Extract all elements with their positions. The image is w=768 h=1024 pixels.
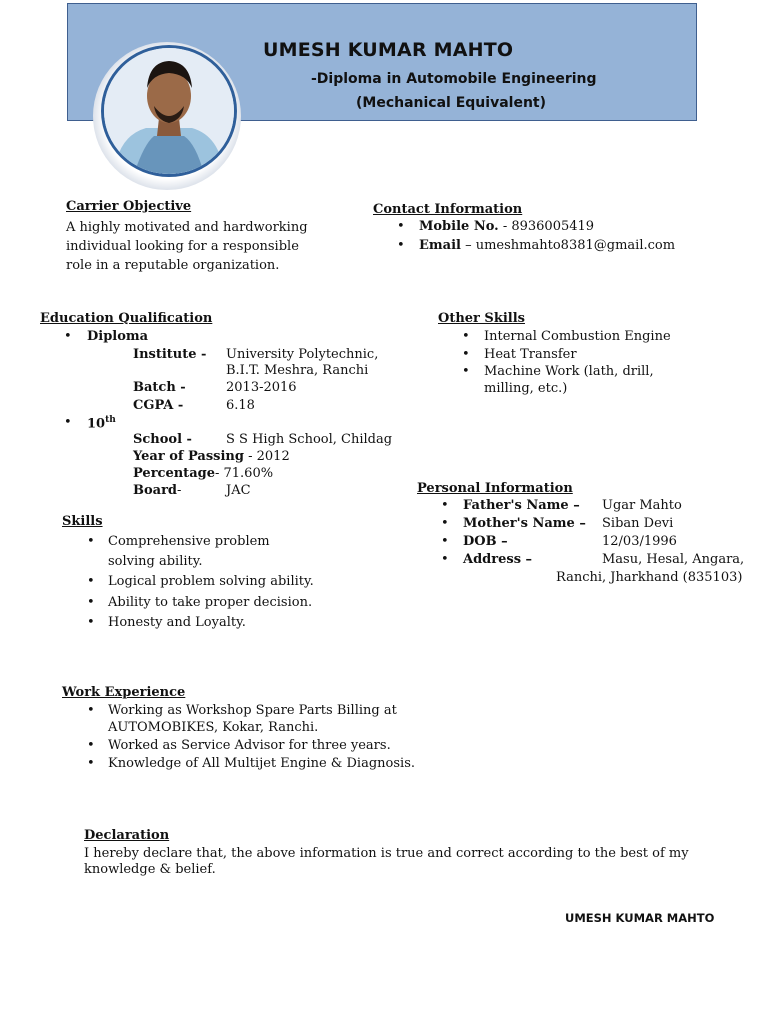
contact-email <box>419 238 675 253</box>
skill-item: Ability to take proper decision. <box>108 595 313 610</box>
education-heading: Education Qualification <box>40 311 213 326</box>
bullet-icon: • <box>441 498 449 513</box>
institute-value-2: B.I.T. Meshra, Ranchi <box>226 363 369 378</box>
objective-line: A highly motivated and hardworking <box>66 220 308 235</box>
label-dash: – <box>574 516 586 531</box>
avatar <box>101 45 237 177</box>
other-skill-item-cont: milling, etc.) <box>484 381 568 396</box>
dob-label <box>463 534 508 549</box>
bullet-icon: • <box>87 703 95 718</box>
signature-name: UMESH KUMAR MAHTO <box>565 911 715 925</box>
bullet-icon: • <box>64 415 72 430</box>
label-dash: – <box>496 534 508 549</box>
mobile-label: Mobile No. <box>419 219 499 234</box>
objective-heading: Carrier Objective <box>66 199 192 214</box>
father-label-text: Father's Name <box>463 498 569 513</box>
passing-year <box>133 449 290 464</box>
school-label: School - <box>133 432 192 447</box>
avatar-portrait-icon <box>104 48 234 174</box>
mother-value: Siban Devi <box>602 516 674 531</box>
work-item: Knowledge of All Multijet Engine & Diagnosis. <box>108 756 415 771</box>
percentage-value: - 71.60% <box>214 466 274 481</box>
mother-label <box>463 516 586 531</box>
institute-label: Institute - <box>133 347 207 362</box>
tenth-title-sup: th <box>105 415 116 425</box>
mother-label-text: Mother's Name <box>463 516 575 531</box>
work-item: Worked as Service Advisor for three years. <box>108 738 391 753</box>
email-value: – umeshmahto8381@gmail.com <box>460 238 676 253</box>
institute-value: University Polytechnic, <box>226 347 379 362</box>
bullet-icon: • <box>87 595 95 610</box>
objective-line: individual looking for a responsible <box>66 239 299 254</box>
bullet-icon: • <box>87 738 95 753</box>
bullet-icon: • <box>87 534 95 549</box>
bullet-icon: • <box>397 238 405 253</box>
objective-line: role in a reputable organization. <box>66 258 280 273</box>
bullet-icon: • <box>87 574 95 589</box>
bullet-icon: • <box>64 329 72 344</box>
address-label-text: Address <box>463 552 522 567</box>
dob-label-text: DOB <box>463 534 497 549</box>
resume-qualification-note: (Mechanical Equivalent) <box>356 95 546 111</box>
skill-item: Honesty and Loyalty. <box>108 615 246 630</box>
email-label: Email <box>419 238 461 253</box>
contact-mobile <box>419 219 594 234</box>
diploma-title: Diploma <box>87 329 149 344</box>
skill-item-cont: solving ability. <box>108 554 203 569</box>
board-value: JAC <box>226 483 251 498</box>
board-dash: - <box>177 483 182 498</box>
resume-qualification: -Diploma in Automobile Engineering <box>311 71 597 87</box>
other-skills-heading: Other Skills <box>438 311 525 326</box>
tenth-title <box>87 415 116 431</box>
mobile-value: - 8936005419 <box>498 219 595 234</box>
bullet-icon: • <box>462 347 470 362</box>
board <box>133 483 181 498</box>
tenth-title-text: 10 <box>87 416 106 432</box>
cgpa-value: 6.18 <box>226 398 255 413</box>
bullet-icon: • <box>87 756 95 771</box>
resume-name: UMESH KUMAR MAHTO <box>263 39 514 61</box>
father-label <box>463 498 580 513</box>
label-dash: – <box>568 498 580 513</box>
declaration-text-2: knowledge & belief. <box>84 862 216 877</box>
percentage <box>133 466 273 481</box>
dob-value: 12/03/1996 <box>602 534 677 549</box>
father-value: Ugar Mahto <box>602 498 682 513</box>
contact-heading: Contact Information <box>373 202 523 217</box>
skill-item: Comprehensive problem <box>108 534 270 549</box>
work-heading: Work Experience <box>62 685 186 700</box>
work-item: Working as Workshop Spare Parts Billing at <box>108 703 397 718</box>
address-value-2: Ranchi, Jharkhand (835103) <box>556 570 743 585</box>
batch-value: 2013-2016 <box>226 380 297 395</box>
skill-item: Logical problem solving ability. <box>108 574 314 589</box>
bullet-icon: • <box>462 329 470 344</box>
objective-text <box>66 218 308 275</box>
board-label: Board <box>133 483 178 498</box>
bullet-icon: • <box>441 552 449 567</box>
personal-heading: Personal Information <box>417 481 573 496</box>
passing-year-value: - 2012 <box>243 449 290 464</box>
bullet-icon: • <box>441 516 449 531</box>
cgpa-label: CGPA - <box>133 398 184 413</box>
address-value: Masu, Hesal, Angara, <box>602 552 745 567</box>
bullet-icon: • <box>462 364 470 379</box>
declaration-heading: Declaration <box>84 828 170 843</box>
bullet-icon: • <box>397 219 405 234</box>
other-skill-item: Heat Transfer <box>484 347 577 362</box>
label-dash: – <box>521 552 533 567</box>
work-item-cont: AUTOMOBIKES, Kokar, Ranchi. <box>108 720 319 735</box>
other-skill-item: Internal Combustion Engine <box>484 329 671 344</box>
batch-label: Batch - <box>133 380 186 395</box>
declaration-text: I hereby declare that, the above information is true and correct according to the best of my <box>84 846 689 861</box>
percentage-label: Percentage <box>133 466 215 481</box>
school-value: S S High School, Childag <box>226 432 393 447</box>
skills-heading: Skills <box>62 514 103 529</box>
other-skill-item: Machine Work (lath, drill, <box>484 364 654 379</box>
address-label <box>463 552 532 567</box>
bullet-icon: • <box>441 534 449 549</box>
bullet-icon: • <box>87 615 95 630</box>
passing-year-label: Year of Passing <box>133 449 244 464</box>
